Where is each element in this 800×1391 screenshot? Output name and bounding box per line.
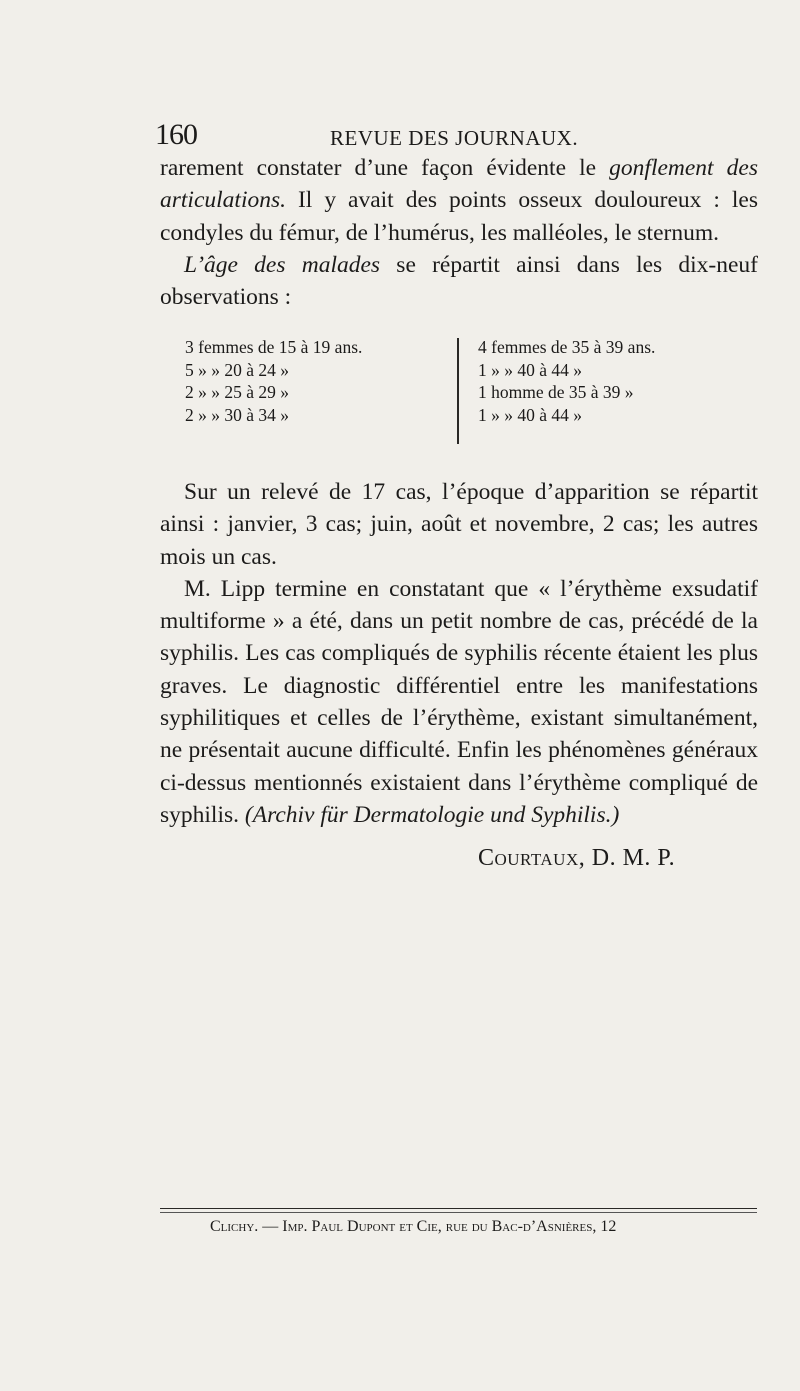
footer-rule-thin <box>160 1212 757 1213</box>
paragraph-3-text <box>160 573 758 831</box>
paragraph-2 <box>160 476 758 831</box>
paragraph-1-italic: gonflement des articulations. <box>160 155 759 214</box>
table-row: 5 » » 20 à 24 » <box>185 359 290 380</box>
paragraph-1 <box>160 152 758 313</box>
paragraph-1-lead: rarement constater d’une façon évidente le <box>160 155 597 181</box>
paragraph-1-tail: Il y avait des points osseux douloureux : les condyles du fémur, de l’humérus, les malléoles, le sternum. <box>160 187 758 246</box>
footer-rule <box>160 1208 757 1209</box>
running-title: REVUE DES JOURNAUX. <box>330 126 579 150</box>
printer-imprint: Clichy. — Imp. Paul Dupont et Cie, rue du Bac-d’Asnières, 12 <box>210 1218 617 1235</box>
paragraph-2-text: Sur un relevé de 17 cas, l’époque d’apparition se répartit ainsi : janvier, 3 cas; juin, août et novembre, 2 cas; les autres mois un cas. <box>160 479 758 570</box>
table-divider <box>457 338 459 444</box>
page-header <box>155 118 755 154</box>
table-left-column <box>185 336 450 426</box>
paragraph-3-body: M. Lipp termine en constatant que « l’érythème exsudatif multiforme » a été, dans un petit nombre de cas, précédé de la syphilis. Les cas compliqués de syphilis récente étaient les plus graves. Le diagnostic différentiel entre les manifestations syphilitiques et celles de l’érythème, existant simultanément, ne présentait aucune difficulté. Enfin les phénomènes généraux ci-dessus mentionnés existaient dans l’érythème compliqué de syphilis. <box>160 575 758 828</box>
table-row: 2 » » 30 à 34 » <box>185 404 290 425</box>
table-row: 4 femmes de 35 à 39 ans. <box>478 337 656 357</box>
table-right-column <box>478 336 738 426</box>
page-number: 160 <box>155 118 197 151</box>
paragraph-1-text <box>160 152 758 249</box>
table-row: 1 » » 40 à 44 » <box>478 404 583 425</box>
table-row: 3 femmes de 15 à 19 ans. <box>185 337 363 357</box>
author-signature: Courtaux, D. M. P. <box>478 845 676 871</box>
table-row: 1 » » 40 à 44 » <box>478 359 583 380</box>
age-intro-italic: L’âge des malades <box>184 251 381 278</box>
table-row: 1 homme de 35 à 39 » <box>478 382 634 402</box>
age-distribution-table <box>185 336 730 446</box>
age-intro-tail: se répartit ainsi dans les dix-neuf observations : <box>160 251 759 311</box>
citation: (Archiv für Dermatologie und Syphilis.) <box>244 801 620 828</box>
paragraph-age-intro <box>160 249 758 314</box>
table-row: 2 » » 25 à 29 » <box>185 382 290 402</box>
